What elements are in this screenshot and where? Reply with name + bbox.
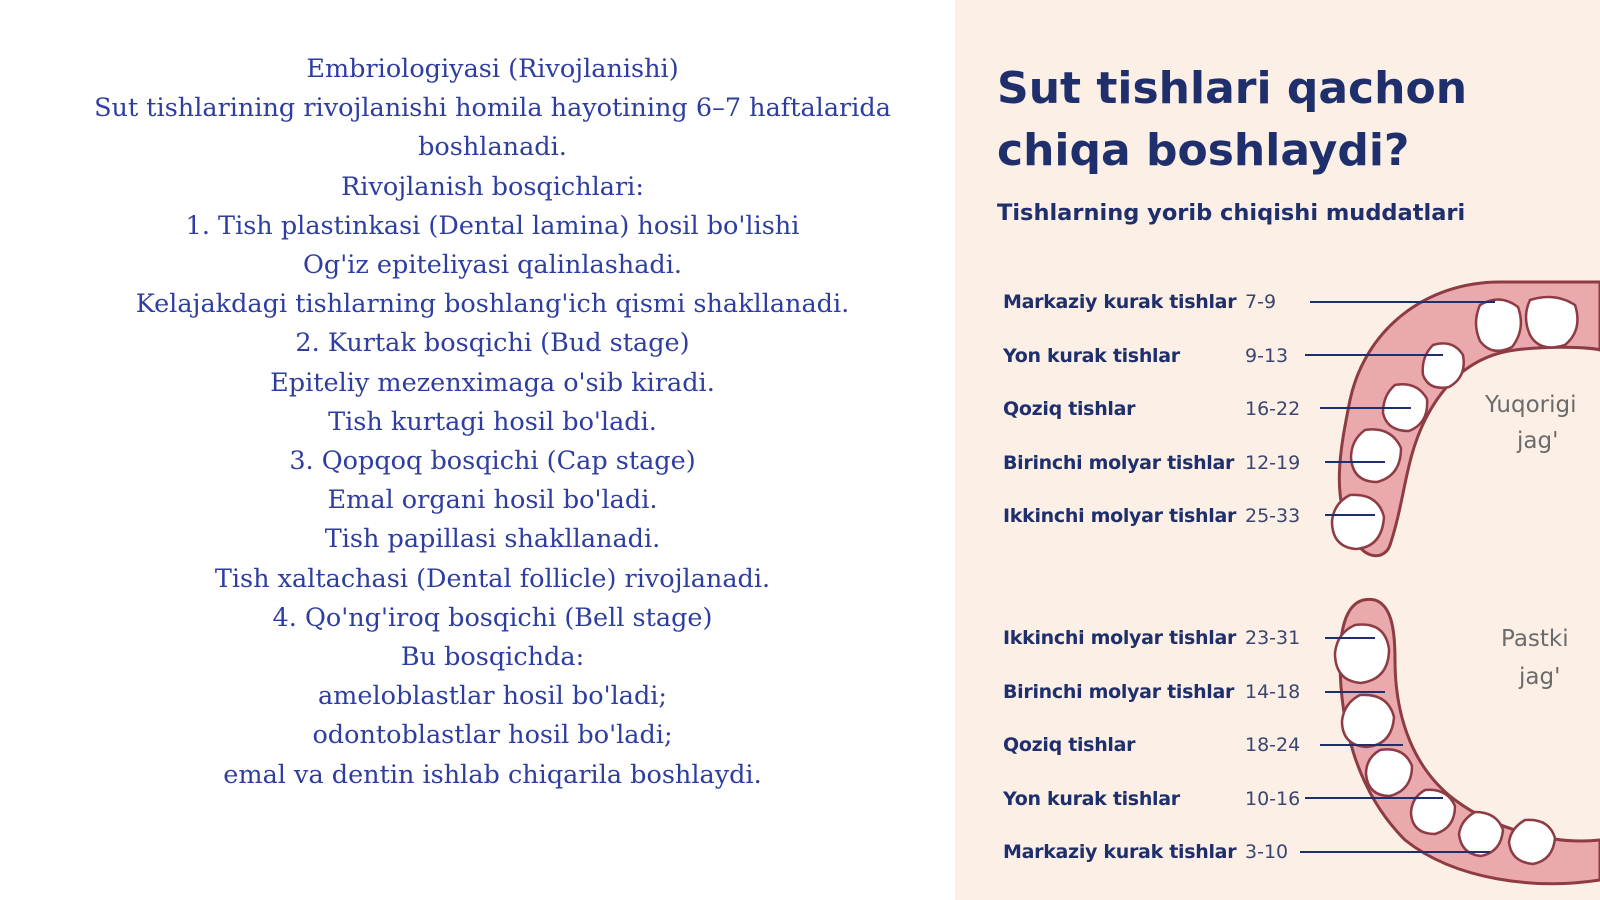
- tooth-row: [1003, 343, 1288, 369]
- eruption-months: 14-18: [1245, 680, 1301, 703]
- text-line: Kelajakdagi tishlarning boshlang'ich qismi shakllanadi.: [135, 289, 850, 320]
- text-line: odontoblastlar hosil bo'ladi;: [312, 720, 673, 751]
- text-line: boshlanadi.: [418, 132, 567, 163]
- text-line: Epiteliy mezenximaga o'sib kiradi.: [270, 367, 715, 398]
- upper-tooth: [1423, 343, 1464, 387]
- tooth-row: [1003, 396, 1300, 422]
- upper-tooth: [1526, 297, 1577, 348]
- text-line: Sut tishlarining rivojlanishi homila hayotining 6–7 haftalarida: [94, 93, 891, 124]
- article-text: [40, 50, 945, 795]
- tooth-row: [1003, 786, 1300, 812]
- upper-tooth: [1351, 429, 1401, 482]
- text-line: Bu bosqichda:: [400, 642, 585, 673]
- eruption-months: 3-10: [1245, 841, 1289, 863]
- lower-tooth: [1411, 790, 1455, 834]
- eruption-months: 16-22: [1245, 398, 1301, 420]
- lower-tooth: [1366, 749, 1412, 796]
- eruption-months: 23-31: [1245, 627, 1301, 649]
- text-line: ameloblastlar hosil bo'ladi;: [317, 681, 668, 712]
- text-line: Tish kurtagi hosil bo'ladi.: [328, 406, 657, 437]
- eruption-months: 7-9: [1245, 291, 1277, 313]
- tooth-row: [1003, 289, 1276, 315]
- upper-tooth: [1332, 495, 1384, 549]
- text-line: 4. Qo'ng'iroq bosqichi (Bell stage): [272, 602, 713, 633]
- eruption-months: 9-13: [1245, 344, 1289, 367]
- tooth-row: [1003, 839, 1288, 865]
- lower-jaw-label: Pastki: [1501, 626, 1569, 652]
- text-line: 3. Qopqoq bosqichi (Cap stage): [289, 446, 696, 477]
- lower-jaw-label: jag': [1519, 664, 1561, 690]
- infographic-subtitle: Tishlarning yorib chiqishi muddatlari: [997, 200, 1466, 226]
- lower-tooth: [1509, 820, 1555, 864]
- tooth-name: Qoziq tishlar: [1003, 398, 1136, 420]
- text-line: Tish papillasi shakllanadi.: [324, 524, 661, 555]
- tooth-row: [1003, 732, 1300, 758]
- tooth-name: Markaziy kurak tishlar: [1003, 841, 1237, 863]
- infographic-title: [997, 58, 1467, 182]
- text-line: Emal organi hosil bo'ladi.: [327, 485, 658, 516]
- tooth-name: Markaziy kurak tishlar: [1003, 291, 1237, 313]
- eruption-months: 25-33: [1245, 505, 1301, 527]
- tooth-name: Qoziq tishlar: [1003, 734, 1136, 756]
- tooth-name: Yon kurak tishlar: [1003, 344, 1180, 367]
- teeth-eruption-infographic: [955, 0, 1600, 900]
- upper-jaw-label: jag': [1517, 428, 1559, 454]
- text-line: 1. Tish plastinkasi (Dental lamina) hosil bo'lishi: [185, 210, 800, 241]
- tooth-name: Ikkinchi molyar tishlar: [1003, 627, 1237, 649]
- title-line: Sut tishlari qachon: [997, 63, 1468, 114]
- lower-tooth: [1335, 625, 1389, 684]
- text-line: Og'iz epiteliyasi qalinlashadi.: [302, 250, 683, 281]
- title-line: chiqa boshlaydi?: [997, 125, 1410, 176]
- lower-tooth: [1342, 695, 1394, 747]
- text-line: Embriologiyasi (Rivojlanishi): [306, 54, 679, 84]
- text-line: Tish xaltachasi (Dental follicle) rivojlanadi.: [214, 563, 771, 594]
- text-line: emal va dentin ishlab chiqarila boshlaydi.: [223, 759, 762, 790]
- tooth-row: [1003, 625, 1300, 651]
- upper-jaw-label: Yuqorigi: [1485, 392, 1577, 418]
- eruption-months: 12-19: [1245, 451, 1301, 474]
- upper-tooth: [1476, 299, 1521, 350]
- eruption-months: 10-16: [1245, 787, 1301, 810]
- tooth-row: [1003, 450, 1300, 476]
- tooth-row: [1003, 503, 1300, 529]
- text-line: Rivojlanish bosqichlari:: [341, 171, 644, 202]
- tooth-name: Yon kurak tishlar: [1003, 787, 1180, 810]
- eruption-months: 18-24: [1245, 734, 1301, 756]
- tooth-name: Birinchi molyar tishlar: [1003, 680, 1235, 703]
- tooth-row: [1003, 679, 1300, 705]
- text-line: 2. Kurtak bosqichi (Bud stage): [295, 328, 690, 359]
- tooth-name: Ikkinchi molyar tishlar: [1003, 505, 1237, 527]
- tooth-name: Birinchi molyar tishlar: [1003, 451, 1235, 474]
- lower-tooth: [1459, 812, 1503, 856]
